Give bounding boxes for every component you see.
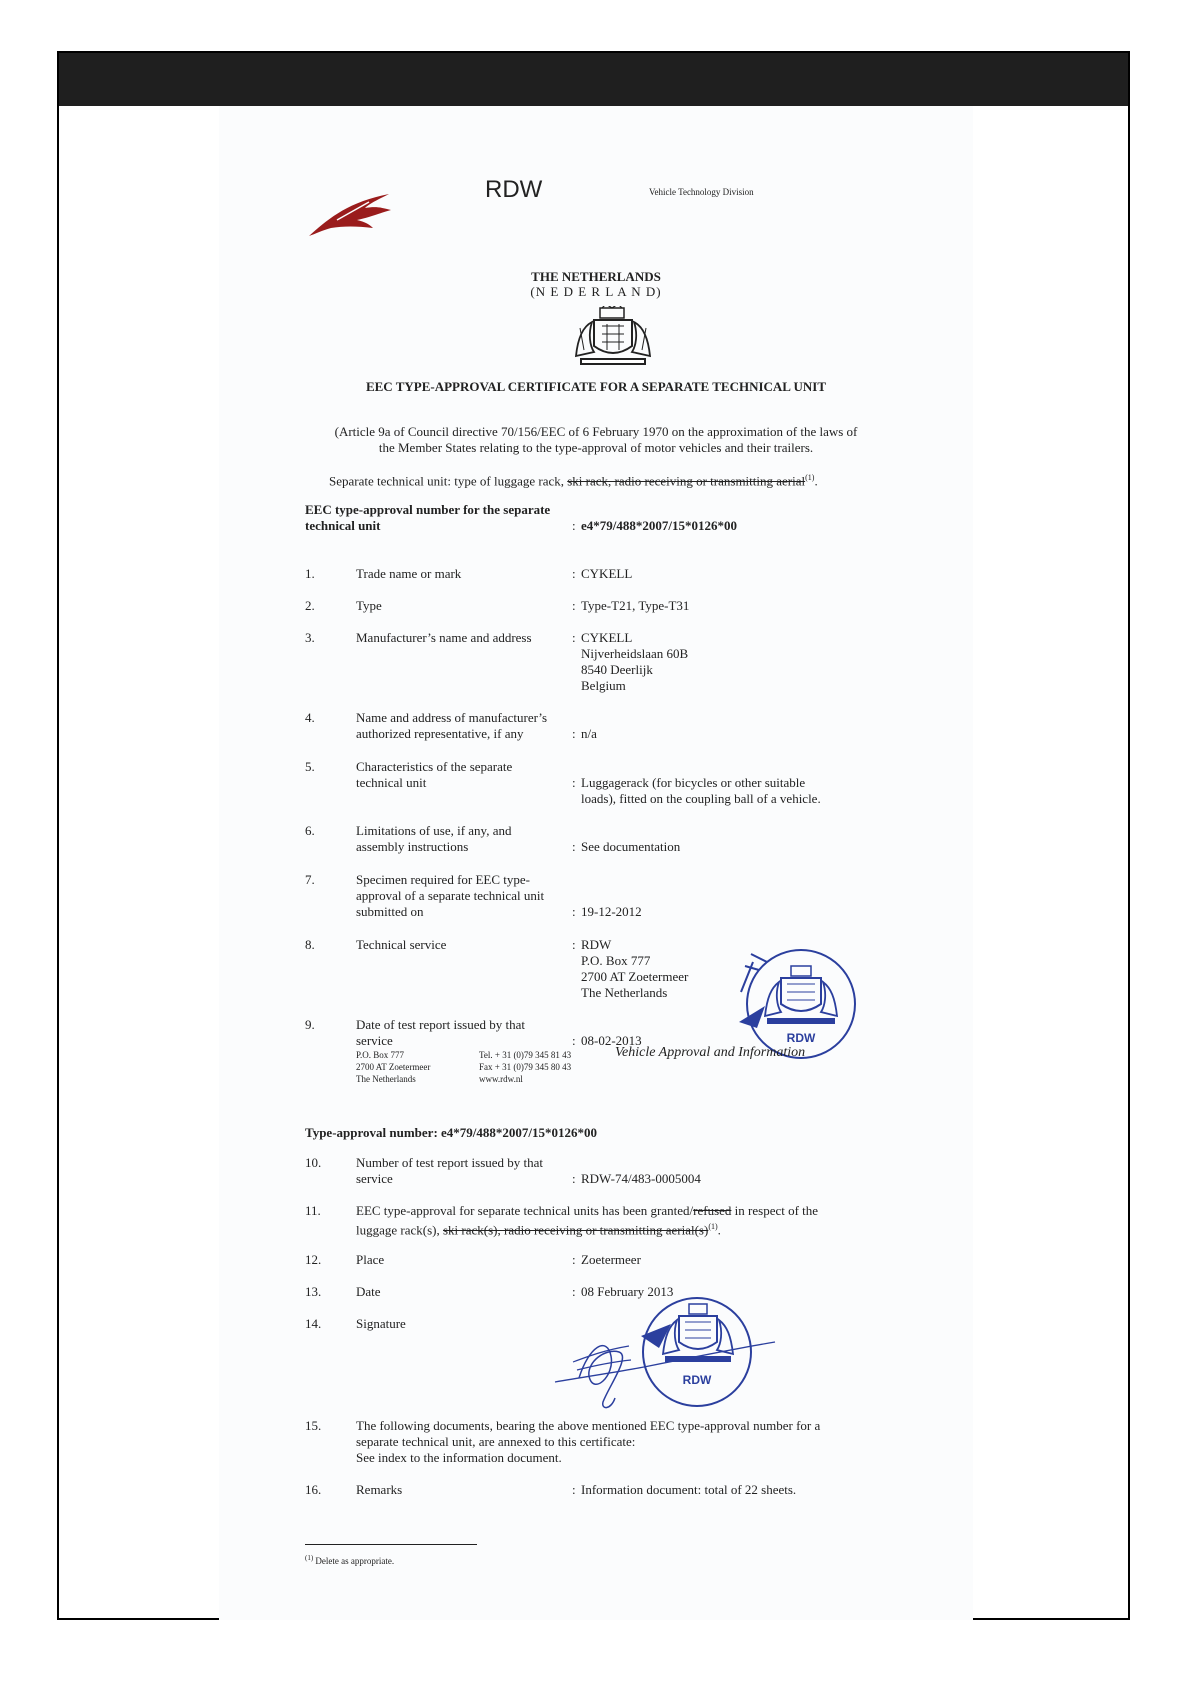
colon: : — [572, 904, 576, 919]
item-label-line: Specimen required for EEC type- — [356, 872, 530, 887]
item-value: 08-02-2013 — [581, 1033, 642, 1048]
item11-sup: (1) — [708, 1222, 718, 1231]
stamp-label: RDW — [682, 1373, 712, 1387]
signature-icon — [549, 1286, 779, 1416]
item15-line: The following documents, bearing the above mentioned EEC type-approval number for a — [356, 1418, 821, 1433]
item11-text: EEC type-approval for separate technical units has been granted/ — [356, 1203, 694, 1218]
item-value: RDW-74/483-0005004 — [581, 1171, 701, 1186]
colon: : — [572, 937, 576, 952]
certificate-page — [219, 106, 973, 1620]
item-number: 1. — [305, 566, 315, 581]
item-number: 7. — [305, 872, 315, 887]
top-bar — [59, 53, 1128, 106]
country-native-name: (N E D E R L A N D) — [530, 284, 662, 299]
item11-struck: ski rack(s), radio receiving or transmitting aerial(s) — [443, 1222, 709, 1238]
tagline: Vehicle Approval and Information — [615, 1045, 806, 1060]
item-label: Technical service — [356, 937, 447, 952]
item-label-line: technical unit — [356, 775, 427, 790]
colon: : — [572, 1252, 576, 1267]
certificate-title: EEC TYPE-APPROVAL CERTIFICATE FOR A SEPARATE TECHNICAL UNIT — [365, 379, 827, 394]
web-line: www.rdw.nl — [479, 1074, 523, 1084]
stu-end: . — [814, 473, 818, 489]
item-value: Information document: total of 22 sheets. — [581, 1482, 797, 1497]
item-number: 13. — [305, 1284, 322, 1299]
stu-sup: (1) — [805, 473, 815, 482]
stu-line — [329, 470, 818, 489]
item-value: n/a — [581, 726, 597, 741]
item11-line1 — [356, 1203, 818, 1219]
item-label: Date — [356, 1284, 381, 1299]
item-label-line: submitted on — [356, 904, 424, 919]
item-number: 2. — [305, 598, 315, 613]
item-value: 08 February 2013 — [581, 1284, 674, 1299]
item-value-line: loads), fitted on the coupling ball of a vehicle. — [581, 791, 821, 806]
stu-struck-text: ski rack, radio receiving or transmitting aerial — [567, 473, 806, 489]
colon: : — [572, 1033, 576, 1048]
item-value: Type-T21, Type-T31 — [581, 598, 690, 613]
item-label-line: Number of test report issued by that — [356, 1155, 544, 1170]
item-value-line: P.O. Box 777 — [581, 953, 651, 968]
article-line-1: (Article 9a of Council directive 70/156/EEC of 6 February 1970 on the approximation of the laws of — [334, 424, 858, 439]
section2-title: Type-approval number: e4*79/488*2007/15*0126*00 — [305, 1125, 598, 1140]
fax-line: Fax + 31 (0)79 345 80 43 — [479, 1062, 572, 1072]
item-number: 12. — [305, 1252, 322, 1267]
approval-number-label-1: EEC type-approval number for the separate — [305, 502, 551, 517]
document-frame — [57, 51, 1130, 1620]
article-line-2: the Member States relating to the type-approval of motor vehicles and their trailers. — [378, 440, 814, 455]
colon: : — [572, 630, 576, 645]
item-value-line: CYKELL — [581, 630, 633, 645]
country-name: THE NETHERLANDS — [531, 269, 661, 284]
coat-of-arms-icon — [572, 306, 654, 370]
address-line: The Netherlands — [356, 1074, 416, 1084]
item-label-line: service — [356, 1171, 393, 1186]
item-value: 19-12-2012 — [581, 904, 642, 919]
item-label-line: Date of test report issued by that — [356, 1017, 525, 1032]
item-number: 11. — [305, 1203, 321, 1218]
item-label-line: approval of a separate technical unit — [356, 888, 545, 903]
item-value-line: RDW — [581, 937, 612, 952]
item15-line: separate technical unit, are annexed to this certificate: — [356, 1434, 636, 1449]
item-value-line: Nijverheidslaan 60B — [581, 646, 689, 661]
item-value-line: Luggagerack (for bicycles or other suitable — [581, 775, 806, 790]
division-name: Vehicle Technology Division — [649, 187, 754, 197]
approval-number-value: e4*79/488*2007/15*0126*00 — [581, 518, 737, 533]
colon: : — [572, 1284, 576, 1299]
colon: : — [572, 1171, 576, 1186]
item-number: 16. — [305, 1482, 322, 1497]
item11-struck: refused — [693, 1203, 732, 1218]
item-number: 9. — [305, 1017, 315, 1032]
address-line: 2700 AT Zoetermeer — [356, 1062, 431, 1072]
brand-name: RDW — [485, 176, 543, 203]
colon: : — [572, 598, 576, 613]
footnote — [305, 1552, 394, 1567]
colon: : — [572, 726, 576, 741]
footnote-divider — [305, 1544, 477, 1545]
colon: : — [572, 1482, 576, 1497]
item11-end: . — [717, 1222, 721, 1238]
item-label: Trade name or mark — [356, 566, 462, 581]
item-number: 10. — [305, 1155, 322, 1170]
rdw-bird-logo-icon — [307, 190, 397, 238]
item11-line2 — [356, 1219, 721, 1238]
item-number: 14. — [305, 1316, 322, 1331]
stamp-label: RDW — [786, 1031, 816, 1045]
item-number: 8. — [305, 937, 315, 952]
footnote-text: Delete as appropriate. — [315, 1556, 395, 1566]
item-value: CYKELL — [581, 566, 633, 581]
colon: : — [572, 839, 576, 854]
footnote-sup: (1) — [305, 1554, 314, 1562]
item-label-line: Characteristics of the separate — [356, 759, 513, 774]
colon: : — [572, 518, 576, 533]
item-value-line: Belgium — [581, 678, 626, 693]
item-number: 6. — [305, 823, 315, 838]
item-label-line: service — [356, 1033, 393, 1048]
item-label-line: Limitations of use, if any, and — [356, 823, 512, 838]
item15-line: See index to the information document. — [356, 1450, 562, 1465]
approval-number-label-2: technical unit — [305, 518, 381, 533]
item-label-line: assembly instructions — [356, 839, 469, 854]
item-label: Place — [356, 1252, 385, 1267]
item11-text: in respect of the — [731, 1203, 819, 1218]
colon: : — [572, 566, 576, 581]
item-label: Remarks — [356, 1482, 403, 1497]
item-label-line: Name and address of manufacturer’s — [356, 710, 548, 725]
item-label: Type — [356, 598, 382, 613]
item-value: Zoetermeer — [581, 1252, 641, 1267]
item11-text: luggage rack(s), — [356, 1222, 443, 1238]
item-number: 15. — [305, 1418, 322, 1433]
item-label: Signature — [356, 1316, 406, 1331]
item-value: See documentation — [581, 839, 681, 854]
item-label-line: authorized representative, if any — [356, 726, 524, 741]
item-number: 3. — [305, 630, 315, 645]
item-label: Manufacturer’s name and address — [356, 630, 532, 645]
address-line: P.O. Box 777 — [356, 1050, 405, 1060]
item-number: 4. — [305, 710, 315, 725]
item-number: 5. — [305, 759, 315, 774]
colon: : — [572, 775, 576, 790]
item-value-line: 8540 Deerlijk — [581, 662, 653, 677]
tel-line: Tel. + 31 (0)79 345 81 43 — [479, 1050, 572, 1060]
item-value-line: 2700 AT Zoetermeer — [581, 969, 689, 984]
stu-prefix: Separate technical unit: type of luggage rack, — [329, 473, 564, 489]
item-value-line: The Netherlands — [581, 985, 668, 1000]
